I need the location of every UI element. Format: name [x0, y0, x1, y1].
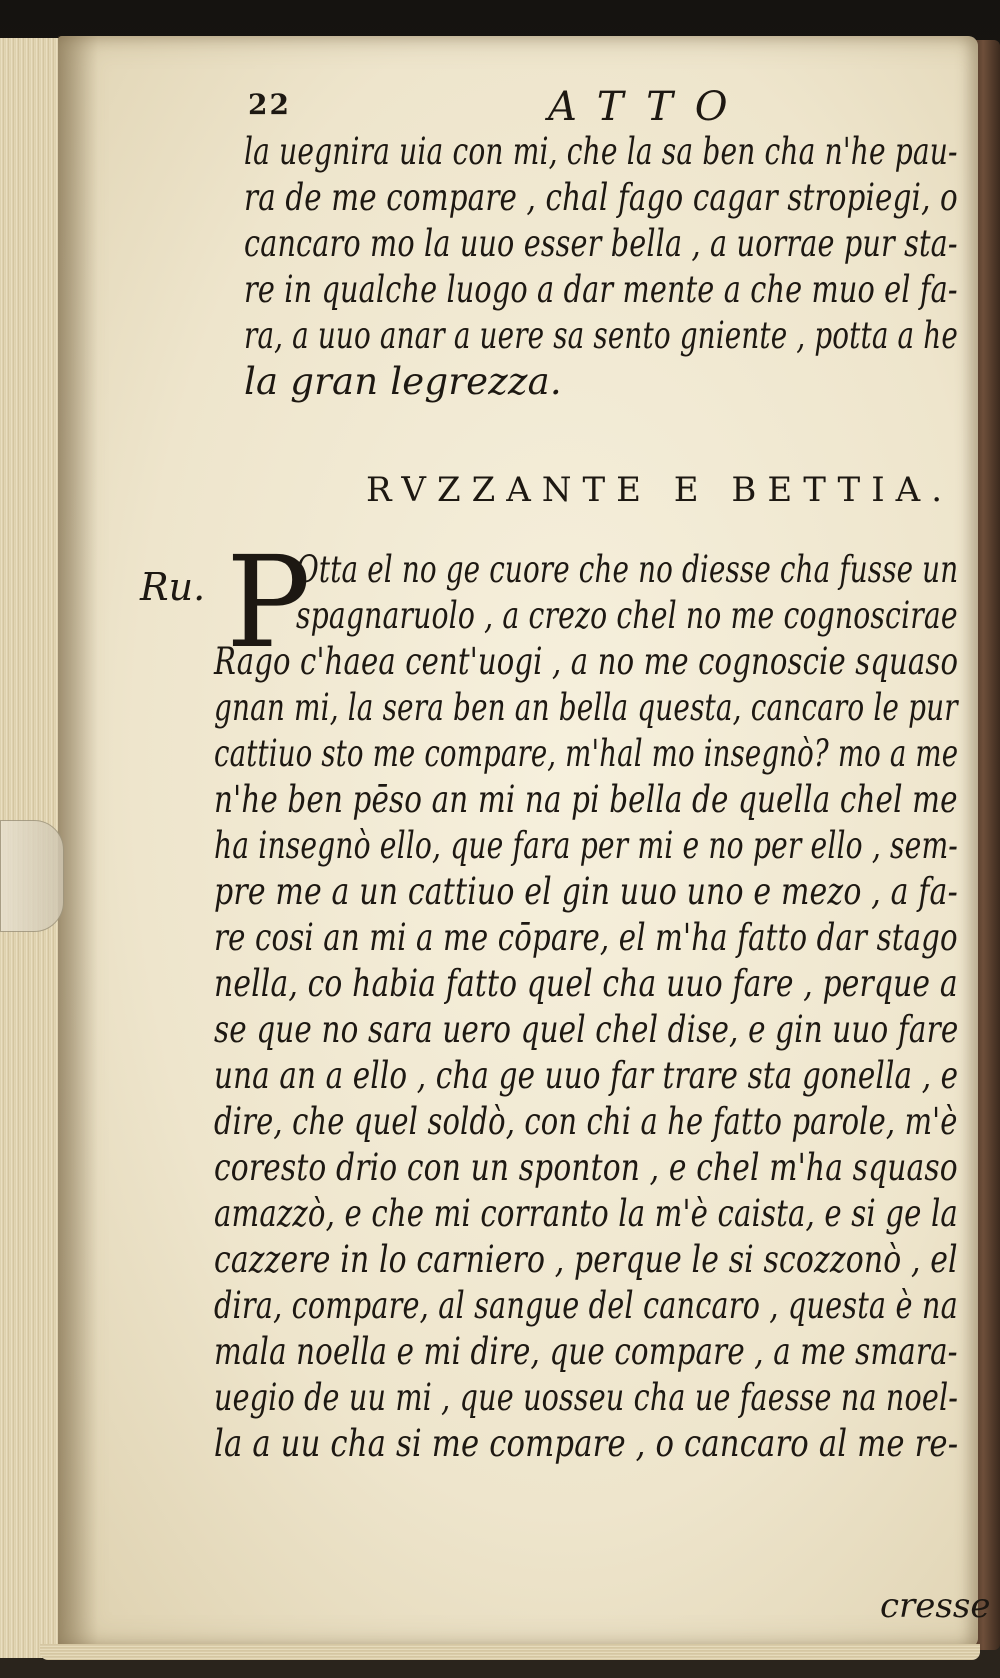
text-line: gnan mi, la sera ben an bella questa, cancaro le pur [214, 686, 958, 729]
text-line: la uegnira uia con mi, che la sa ben cha n'he pau- [244, 130, 958, 173]
text-line: ra, a uuo anar a uere sa sento gniente , potta a he [244, 314, 958, 357]
text-line: re in qualche luogo a dar mente a che muo el fa- [244, 268, 958, 311]
text-line: la a uu cha si me compare , o cancaro al me re- [214, 1422, 959, 1465]
text-line: dire, che quel soldò, con chi a he fatto parole, m'è [214, 1100, 958, 1143]
running-head: ATTO [548, 84, 750, 130]
speaker-label: Ru. [140, 565, 206, 609]
text-line: cazzere in lo carniero , perque le si scozzonò , el [214, 1238, 958, 1281]
drop-cap: P [226, 529, 311, 676]
bottom-page-edges [40, 1644, 980, 1660]
text-line: n'he ben pēso an mi na pi bella de quella chel me [214, 778, 958, 821]
gutter-shadow [58, 36, 98, 1648]
page-tab-marker [0, 820, 64, 932]
text-line: cancaro mo la uuo esser bella , a uorrae pur sta- [244, 222, 958, 265]
text-line: ra de me compare , chal fago cagar stropiegi, o [244, 176, 958, 219]
text-line: spagnaruolo , a crezo chel no me cognoscirae [296, 594, 958, 637]
text-line: Otta el no ge cuore che no diesse cha fusse un [296, 548, 959, 591]
text-line: cattiuo sto me compare, m'hal mo insegnò? mo a me [214, 732, 959, 775]
text-line: una an a ello , cha ge uuo far trare sta gonella , e [214, 1054, 959, 1097]
text-line: re cosi an mi a me cōpare, el m'ha fatto dar stago [214, 916, 958, 959]
text-line: pre me a un cattiuo el gin uuo uno e mezo , a fa- [214, 870, 958, 913]
text-line: se que no sara uero quel chel dise, e gin uuo fare [214, 1008, 959, 1051]
text-line: dira, compare, al sangue del cancaro , questa è na [214, 1284, 958, 1327]
text-line: la gran legrezza. [244, 360, 562, 403]
scene-heading: RVZZANTE E BETTIA. [366, 470, 954, 510]
text-line: ha insegnò ello, que fara per mi e no per ello , sem- [214, 824, 958, 867]
text-line: Rago c'haea cent'uogi , a no me cognoscie squaso [214, 640, 959, 683]
text-line: nella, co habia fatto quel cha uuo fare , perque a [214, 962, 958, 1005]
text-line: coresto drio con un sponton , e chel m'ha squaso [214, 1146, 958, 1189]
catchword: cresse [880, 1586, 991, 1626]
text-line: uegio de uu mi , que uosseu cha ue faesse na noel- [214, 1376, 959, 1419]
text-line: mala noella e mi dire, que compare , a me smara- [214, 1330, 958, 1373]
text-line: amazzò, e che mi corranto la m'è caista, e si ge la [214, 1192, 958, 1235]
page-number: 22 [248, 88, 291, 121]
